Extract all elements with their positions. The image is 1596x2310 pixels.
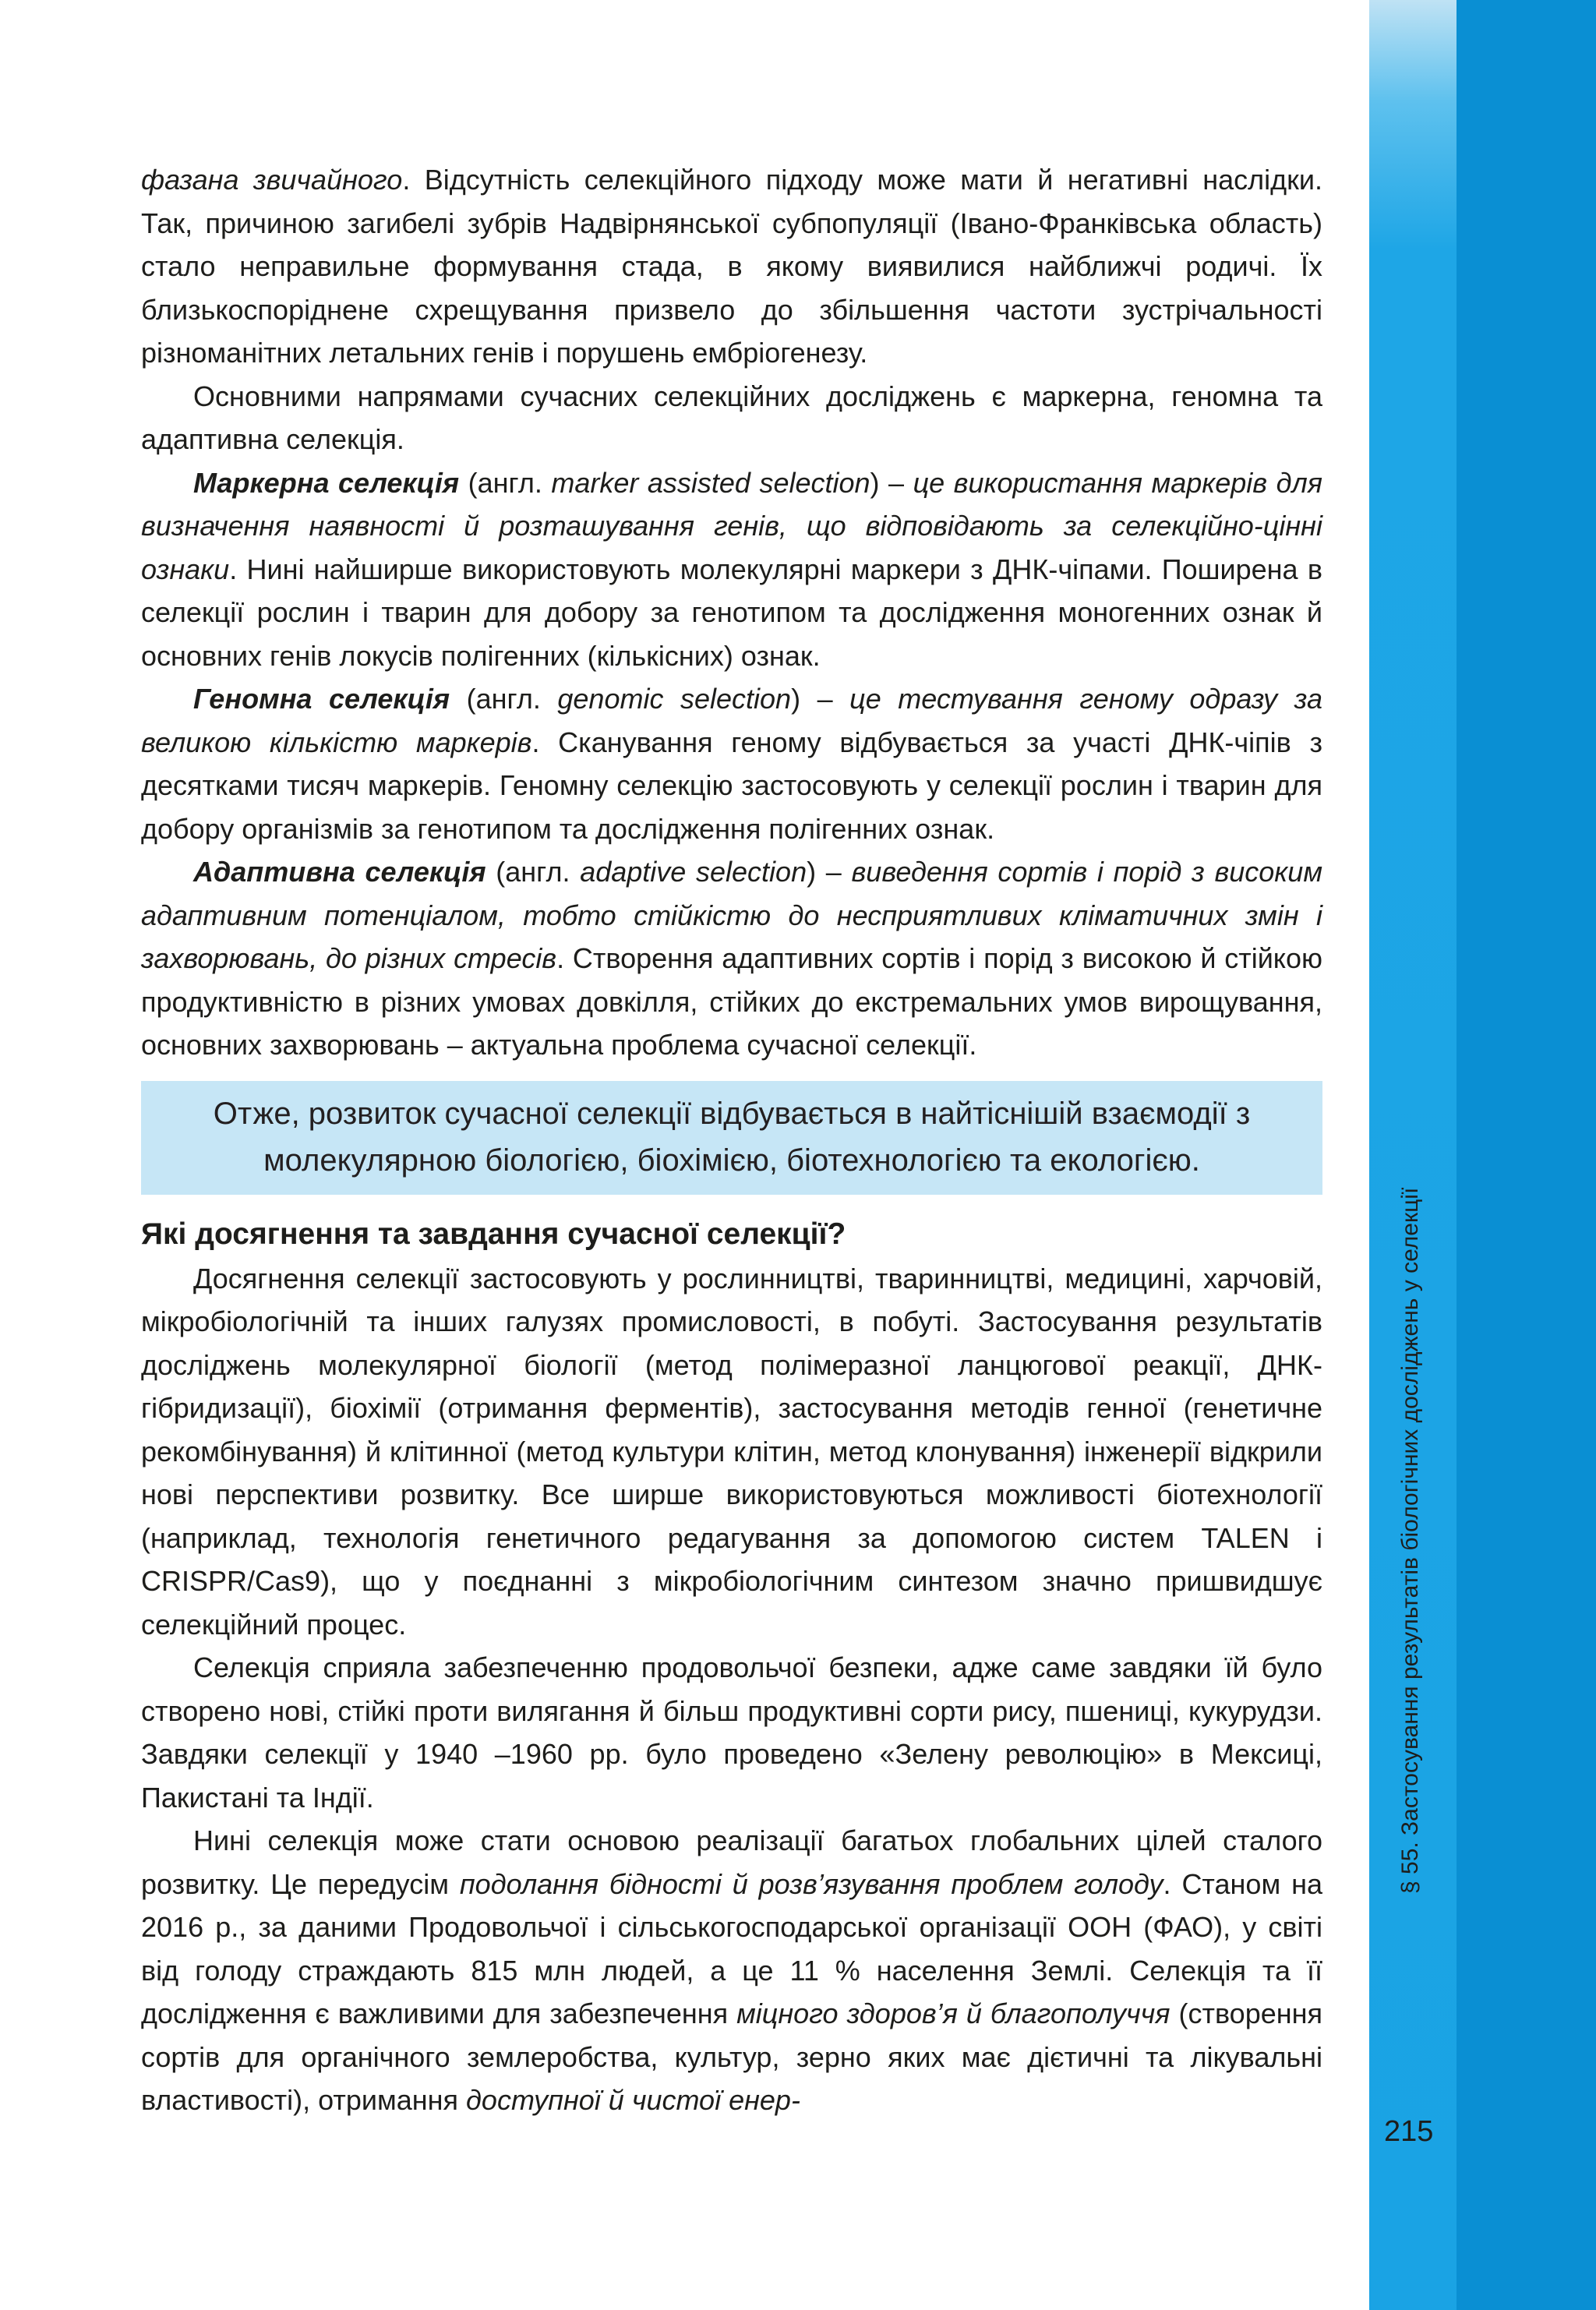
- text-column: [141, 158, 1322, 2122]
- margin-strip-dark: [1457, 0, 1596, 2310]
- paragraph-marker-selection: [141, 461, 1322, 678]
- text-run: ) –: [791, 683, 850, 715]
- term-adaptive-selection: Адаптивна селекція: [193, 856, 486, 888]
- text-run: ) –: [807, 856, 852, 888]
- english-term: adaptive selection: [580, 856, 807, 888]
- text-run: (англ.: [459, 466, 552, 499]
- text-run: . Станом на 2016 р., за даними Продовольчої і сільськогосподарської організації ООН (ФАО), у світі від голоду страждають 815 млн людей, а це 11 % населення Землі. Селекція та її дослідження є важливими для забезпечення: [141, 1867, 1322, 2029]
- english-term: marker assisted selection: [551, 466, 870, 499]
- definition: виведення сортів і порід з високим адаптивним потенціалом, тобто стійкістю до несприятливих кліматичних змін і захворювань, до різних стресів: [141, 856, 1323, 974]
- text-run: (створення сортів для органічного землеробства, культур, зерно яких має дієтичні та лікувальні властивості), отримання: [141, 1997, 1322, 2116]
- margin-strip-light: [1369, 0, 1457, 2310]
- paragraph-selection-directions: Основними напрямами сучасних селекційних досліджень є маркерна, геномна та адаптивна селекція.: [141, 380, 1322, 455]
- paragraph-food-security: Селекція сприяла забезпеченню продовольчої безпеки, адже саме завдяки їй було створено нові, стійкі проти вилягання й більш продуктивні сорти рису, пшениці, кукурудзи. Завдяки селекції у 1940 –1960 рр. було проведено «Зелену революцію» в Мексиці, Пакистані та Індії.: [141, 1651, 1322, 1814]
- text-run: . Нині найширше використовують молекулярні маркери з ДНК-чіпами. Поширена в селекції рослин і тварин для добору за генотипом та дослідження моногенних ознак й основних генів локусів полігенних (кількісних) ознак.: [141, 553, 1322, 672]
- paragraph-achievements: Досягнення селекції застосовують у рослинництві, тваринництві, медицині, харчовій, мікробіологічній та інших галузях промисловості, в побуті. Застосування результатів досліджень молекулярної біології (метод полімеразної ланцюгової реакції, ДНК-гібридизації), біохімії (отримання ферментів), застосування методів генної (генетичне рекомбінування) й клітинної (метод культури клітин, метод клонування) інженерії відкрили нові перспективи розвитку. Все ширше використовуються можливості біотехнології (наприклад, технологія генетичного редагування за допомогою систем TALEN і CRISPR/Cas9), що у поєднанні з мікробіологічним синтезом значно пришвидшує селекційний процес.: [141, 1262, 1322, 1641]
- text-run: . Відсутність селекційного підходу може мати й негативні наслідки. Так, причиною загибелі зубрів Надвірнянської субпопуляції (Івано-Франківська область) стало неправильне формування стада, в якому виявилися найближчі родичі. Їх близькоспоріднене схрещування призвело до збільшення частоти зустрічальності різноманітних летальних генів і порушень ембріогенезу.: [141, 164, 1322, 369]
- term-marker-selection: Маркерна селекція: [193, 466, 460, 499]
- paragraph-adaptive-selection: [141, 850, 1322, 1067]
- italic-goal: доступної й чистої енер-: [466, 2084, 800, 2116]
- page-number: 215: [1384, 2115, 1434, 2148]
- text-run: (англ.: [486, 856, 581, 888]
- definition: це тестування геному одразу за великою кількістю маркерів: [141, 683, 1322, 758]
- text-run: . Сканування геному відбувається за участі ДНК-чіпів з десятками тисяч маркерів. Геномну селекцію застосовують у селекції рослин і тварин для добору організмів за генотипом та дослідження полігенних ознак.: [141, 726, 1322, 845]
- italic-goal: подолання бідності й розв’язування проблем голоду: [459, 1867, 1163, 1900]
- text-run: . Створення адаптивних сортів і порід з високою й стійкою продуктивністю в різних умовах довкілля, стійких до екстремальних умов вирощування, основних захворювань – актуальна проблема сучасної селекції.: [141, 942, 1322, 1061]
- running-head: § 55. Застосування результатів біологічних досліджень у селекції: [1397, 1187, 1423, 1894]
- text-run: (англ.: [450, 683, 558, 715]
- italic-term: фазана звичайного: [141, 164, 403, 196]
- paragraph-genomic-selection: [141, 677, 1322, 850]
- term-genomic-selection: Геномна селекція: [193, 683, 450, 715]
- paragraph-continuation: [141, 158, 1322, 375]
- italic-goal: міцного здоров’я й благополуччя: [736, 1997, 1171, 2029]
- english-term: genomic selection: [557, 683, 792, 715]
- paragraph-sustainable-goals: [141, 1819, 1322, 2122]
- text-run: Нині селекція може стати основою реалізації багатьох глобальних цілей сталого розвитку. Це передусім: [141, 1824, 1322, 1900]
- summary-box: Отже, розвиток сучасної селекції відбувається в найтіснішій взаємодії з молекулярною біологією, біохімією, біотехнологією та екологією.: [141, 1081, 1322, 1195]
- section-heading: Які досягнення та завдання сучасної селекції?: [141, 1217, 846, 1251]
- text-run: ) –: [870, 466, 913, 499]
- definition: це використання маркерів для визначення наявності й розташування генів, що відповідають за селекційно-цінні ознаки: [141, 466, 1322, 585]
